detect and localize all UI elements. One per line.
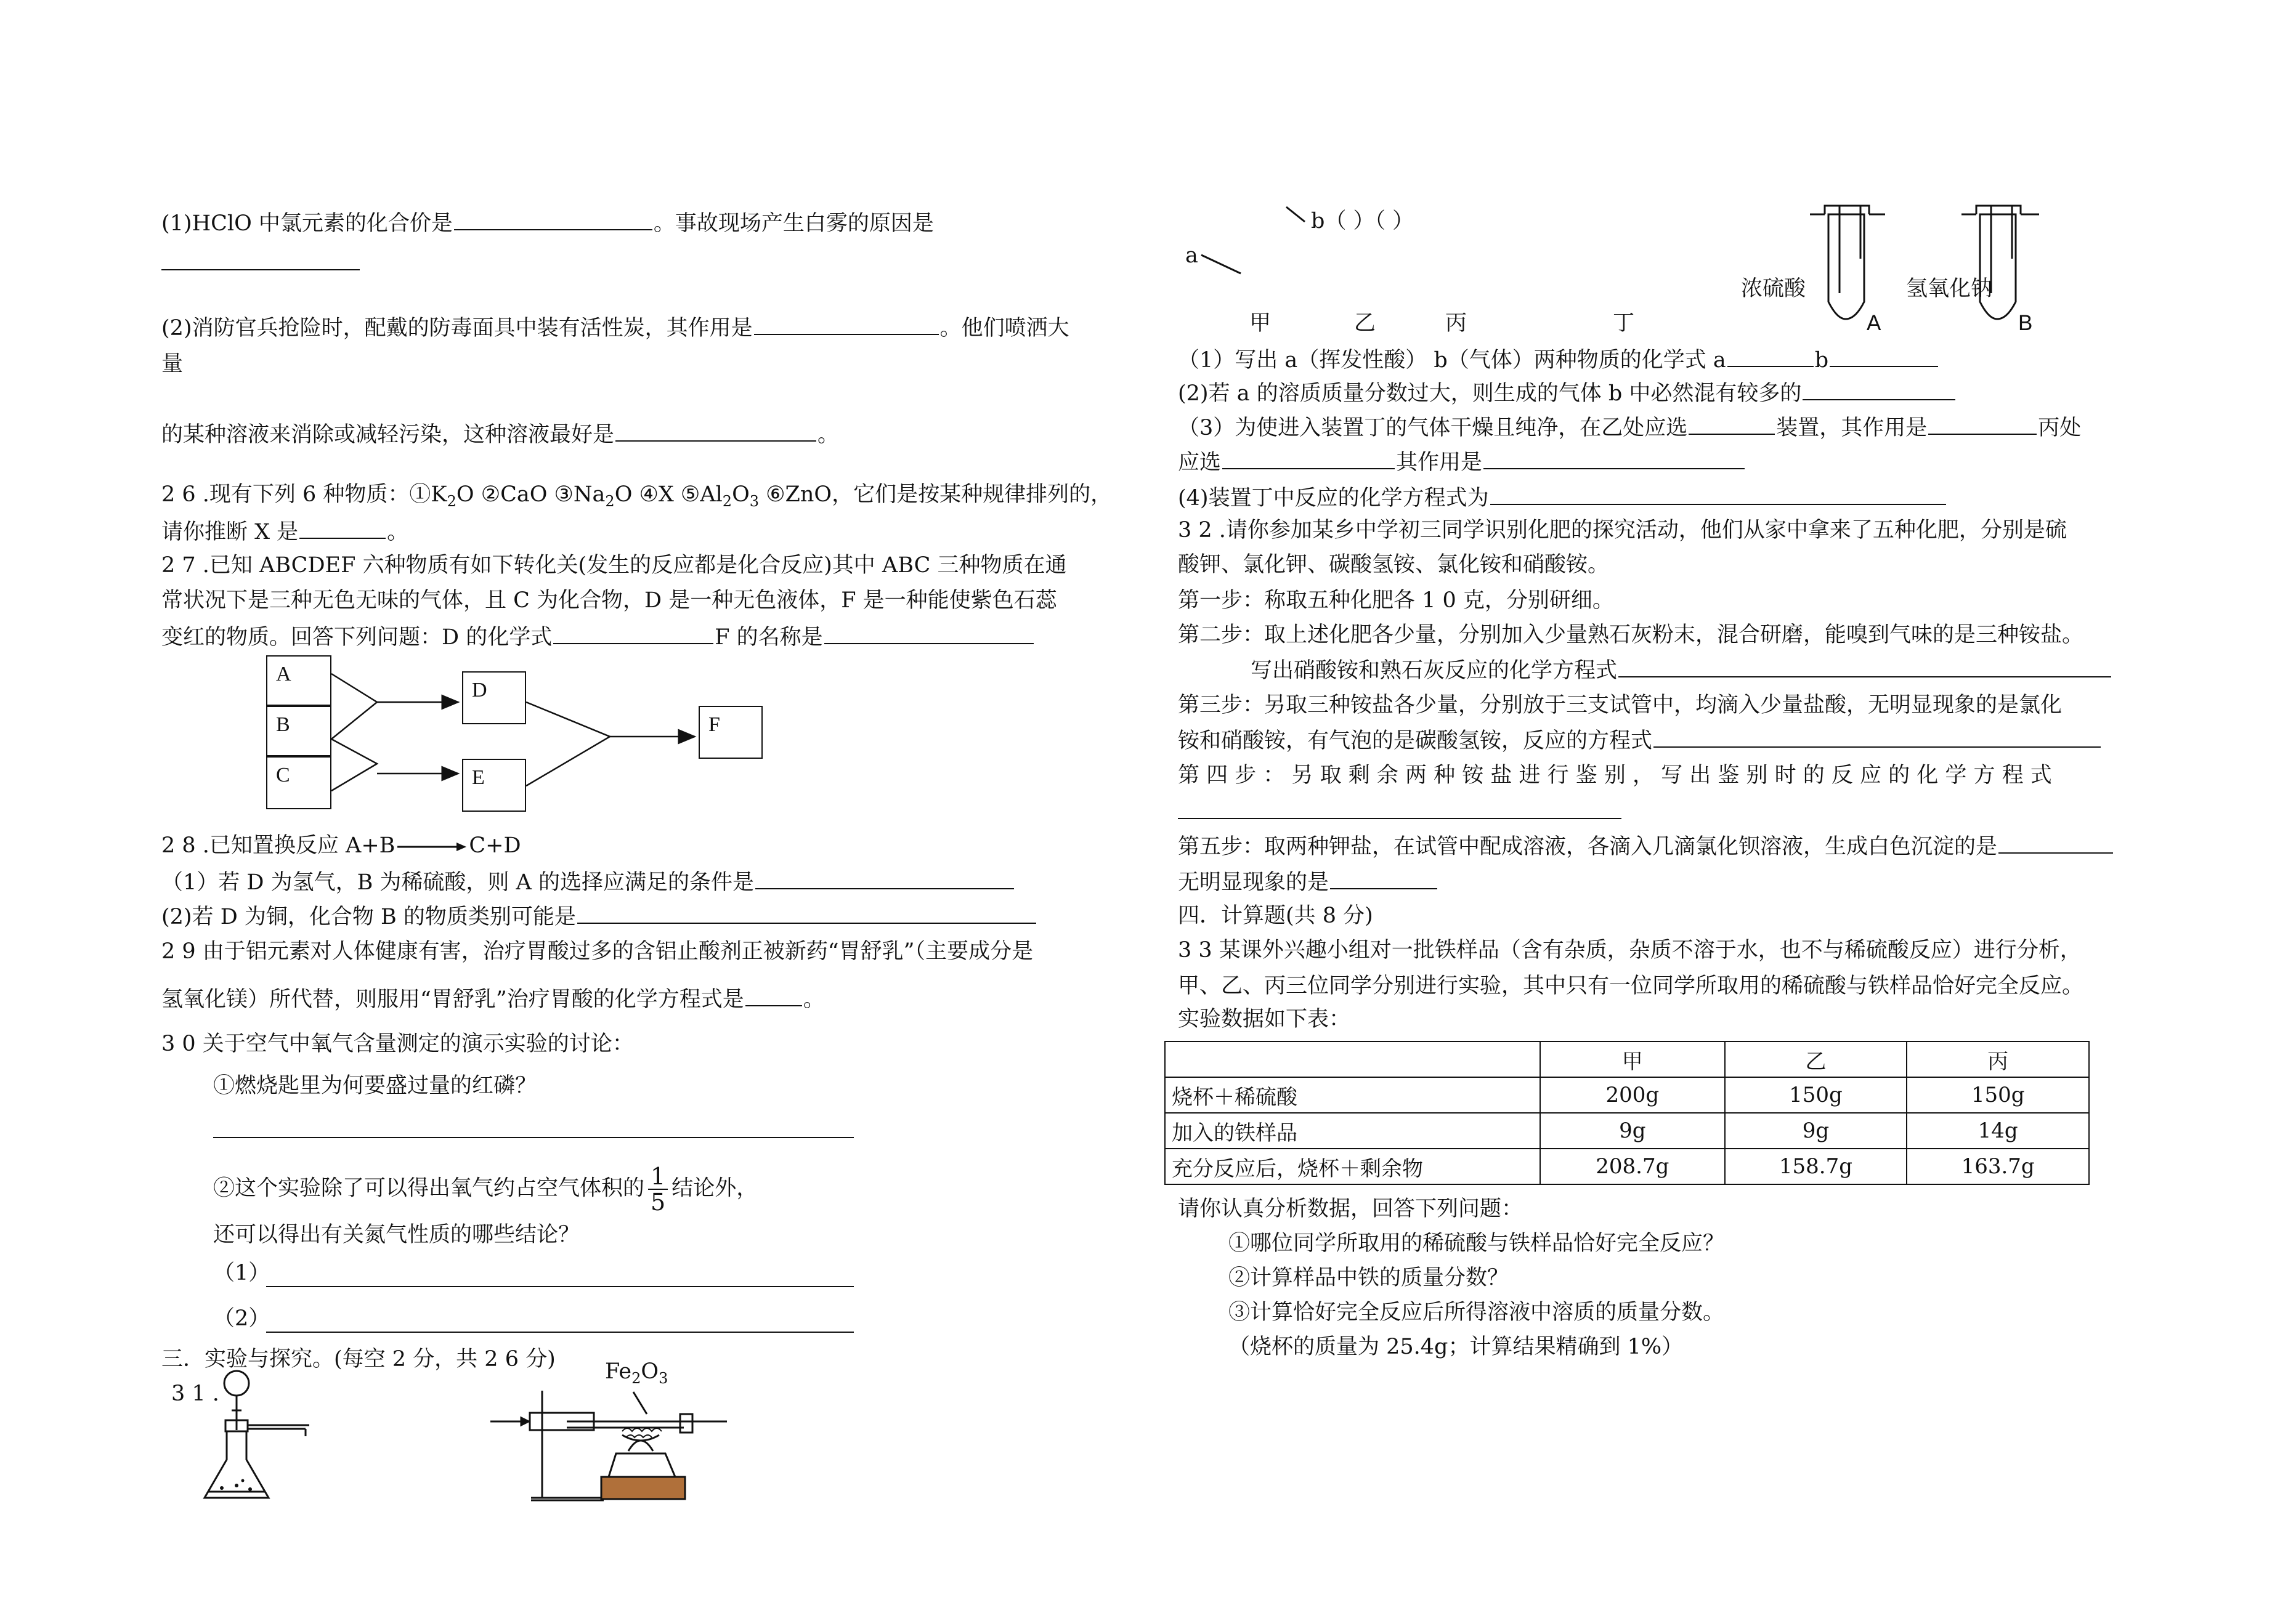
q32-line2: 酸钾、氯化钾、碳酸氢铵、氯化铵和硝酸铵。	[1178, 552, 1610, 577]
answer-blank[interactable]	[1222, 447, 1395, 469]
q32-step5: 第五步：取两种钾盐，在试管中配成溶液，各滴入几滴氯化钡溶液，生成白色沉淀的是	[1178, 831, 2114, 861]
table-cell: 150g	[1907, 1077, 2089, 1113]
box-b: B	[266, 706, 331, 756]
q31-part3-wrap: 应选 其作用是	[1178, 447, 1746, 477]
box-a: A	[266, 655, 331, 706]
box-f: F	[699, 706, 763, 759]
q32-step3-wrap: 铵和硝酸铵，有气泡的是碳酸氢铵，反应的方程式	[1178, 726, 2102, 755]
table-cell: 208.7g	[1540, 1149, 1725, 1184]
q31-part3: （3）为使进入装置丁的气体干燥且纯净，在乙处应选 装置，其作用是 丙处	[1178, 413, 2081, 442]
answer-blank[interactable]	[1653, 726, 2101, 748]
q33-instruction: 请你认真分析数据，回答下列问题：	[1178, 1197, 1523, 1221]
q29-line2: 氢氧化镁）所代替，则服用“胃舒乳”治疗胃酸的化学方程式是 。	[161, 984, 825, 1014]
label-ding: 丁	[1613, 311, 1635, 336]
table-row	[1165, 1077, 2089, 1113]
q27-line3: 变红的物质。回答下列问题：D 的化学式 F 的名称是	[161, 622, 1035, 652]
table-header	[1165, 1041, 1540, 1077]
table-header: 丙	[1907, 1041, 2089, 1077]
q33-line1: 3 3 某课外兴趣小组对一批铁样品（含有杂质，杂质不溶于水，也不与稀硫酸反应）进行分析，	[1178, 938, 2082, 963]
table-cell: 9g	[1540, 1113, 1725, 1149]
q31-part4: (4)装置丁中反应的化学方程式为	[1178, 483, 1947, 512]
box-c: C	[266, 756, 331, 809]
q25-line1: (1)HClO 中氯元素的化合价是 。事故现场产生白雾的原因是	[161, 208, 934, 238]
table-row	[1165, 1113, 2089, 1149]
q32-step1: 第一步：称取五种化肥各 1 0 克，分别研细。	[1178, 588, 1614, 613]
q33-note: （烧杯的质量为 25.4g；计算结果精确到 1%）	[1228, 1335, 1684, 1359]
answer-blank[interactable]	[1483, 447, 1745, 469]
q31-part1: （1）写出 a（挥发性酸） b（气体）两种物质的化学式 a b	[1178, 345, 1939, 374]
table-cell: 9g	[1725, 1113, 1907, 1149]
q30-line2: ①燃烧匙里为何要盛过量的红磷？	[213, 1073, 537, 1098]
tube-a-label: A	[1867, 311, 1881, 335]
answer-blank[interactable]	[1618, 655, 2111, 677]
q26-line1: 2 6 .现有下列 6 种物质：$①K_2O$ ②CaO $③Na_2O$ ④X $⑤Al_2O_3$ ⑥ZnO，它们是按某种规律排列的，	[161, 482, 1113, 510]
q33-ask2: ②计算样品中铁的质量分数？	[1228, 1266, 1509, 1290]
q30-line1: 3 0 关于空气中氧气含量测定的演示实验的讨论：	[161, 1032, 634, 1056]
answer-blank[interactable]	[1330, 867, 1437, 889]
table-cell: 150g	[1725, 1077, 1907, 1113]
table-cell: 163.7g	[1907, 1149, 2089, 1184]
q32-step2: 第二步：取上述化肥各少量，分别加入少量熟石灰粉末，混合研磨，能嗅到气味的是三种铵盐。	[1178, 623, 2084, 647]
table-cell: 158.7g	[1725, 1149, 1907, 1184]
label-bing: 丙	[1445, 311, 1467, 336]
q29-line1: 2 9 由于铝元素对人体健康有害，治疗胃酸过多的含铝止酸剂正被新药“胃舒乳”（主要成分是	[161, 939, 1034, 964]
table-header-row	[1165, 1041, 2089, 1077]
answer-blank[interactable]	[1998, 831, 2113, 854]
label-conc-sulfuric-acid: 浓硫酸	[1741, 277, 1806, 301]
answer-line[interactable]	[1178, 818, 1621, 819]
q28-line1: 2 8 .已知置换反应 A+B C+D	[161, 833, 521, 858]
table-cell: 加入的铁样品	[1165, 1113, 1540, 1149]
experiment-data-table	[1164, 1041, 2090, 1185]
label-jia: 甲	[1249, 311, 1272, 336]
q30-line3: ②这个实验除了可以得出氧气约占空气体积的 $\frac{1}{5}$ 结论外，	[213, 1163, 758, 1216]
q26-line2: 请你推断 X 是 。	[161, 517, 408, 546]
q31-part2: (2)若 a 的溶质质量分数过大，则生成的气体 b 中必然混有较多的	[1178, 378, 1957, 408]
table-cell: 充分反应后，烧杯＋剩余物	[1165, 1149, 1540, 1184]
table-cell: 200g	[1540, 1077, 1725, 1113]
q25-line2-wrap: 量	[161, 352, 184, 376]
q27-line1: 2 7 .已知 ABCDEF 六种物质有如下转化关(发生的反应都是化合反应)其中 ABC 三种物质在通	[161, 553, 1067, 578]
one-fifth-fraction: $\frac{1}{5}$	[648, 1164, 668, 1215]
tube-b-label: B	[2018, 311, 2033, 335]
q32-step3: 第三步：另取三种铵盐各少量，分别放于三支试管中，均滴入少量盐酸，无明显现象的是氯化	[1178, 693, 2063, 718]
table-cell: 烧杯＋稀硫酸	[1165, 1077, 1540, 1113]
box-d: D	[462, 671, 526, 724]
answer-blank[interactable]	[1830, 345, 1938, 367]
section4-title: 四．计算题(共 8 分)	[1178, 903, 1373, 928]
section3-title: 三．实验与探究。(每空 2 分，共 2 6 分)	[161, 1347, 556, 1372]
table-row	[1165, 1149, 2089, 1184]
q32-step4: 第 四 步 ： 另 取 剩 余 两 种 铵 盐 进 行 鉴 别 ， 写 出 鉴 别 时 的 反 应 的 化 学 方 程 式	[1178, 763, 2052, 788]
table-cell: 14g	[1907, 1113, 2089, 1149]
q32-line1: 3 2 .请你参加某乡中学初三同学识别化肥的探究活动，他们从家中拿来了五种化肥，分别是硫	[1178, 518, 2067, 543]
label-sodium-hydroxide: 氢氧化钠	[1906, 277, 1993, 301]
table-header: 甲	[1540, 1041, 1725, 1077]
label-a: a	[1185, 243, 1198, 268]
answer-blank[interactable]	[1803, 378, 1955, 400]
answer-blank[interactable]	[1689, 413, 1775, 435]
table-header: 乙	[1725, 1041, 1907, 1077]
q27-line2: 常状况下是三种无色无味的气体，且 C 为化合物，D 是一种无色液体，F 是一种能使紫色石蕊	[161, 588, 1057, 613]
q31-number: 3 1 .	[171, 1381, 219, 1406]
fe2o3-label: $Fe_2O_3$	[605, 1359, 668, 1387]
label-b: b（ ）（ ）	[1311, 209, 1414, 233]
box-e: E	[462, 759, 526, 812]
label-yi: 乙	[1354, 311, 1376, 336]
q33-ask1: ①哪位同学所取用的稀硫酸与铁样品恰好完全反应？	[1228, 1231, 1725, 1256]
answer-blank[interactable]	[1928, 413, 2037, 435]
q25-line3: 的某种溶液来消除或减轻污染，这种溶液最好是 。	[161, 419, 839, 449]
q28-line3: (2)若 D 为铜，化合物 B 的物质类别可能是	[161, 902, 1037, 931]
q30-item1: （1）	[213, 1261, 270, 1285]
q30-line4: 还可以得出有关氮气性质的哪些结论？	[213, 1223, 580, 1247]
q33-line2: 甲、乙、丙三位同学分别进行实验，其中只有一位同学所取用的稀硫酸与铁样品恰好完全反应。	[1178, 974, 2084, 998]
q32-step2-equation: 写出硝酸铵和熟石灰反应的化学方程式	[1251, 655, 2112, 685]
answer-blank[interactable]	[1490, 483, 1946, 505]
q25-line2: (2)消防官兵抢险时，配戴的防毒面具中装有活性炭，其作用是 。他们喷洒大	[161, 313, 1069, 342]
q28-line2: （1）若 D 为氢气，B 为稀硫酸，则 A 的选择应满足的条件是	[161, 867, 1015, 897]
q32-step5-wrap: 无明显现象的是	[1178, 867, 1438, 897]
q33-line3: 实验数据如下表：	[1178, 1007, 1351, 1032]
answer-blank[interactable]	[1727, 345, 1814, 367]
q33-ask3: ③计算恰好完全反应后所得溶液中溶质的质量分数。	[1228, 1300, 1725, 1325]
q30-item2: （2）	[213, 1306, 270, 1331]
